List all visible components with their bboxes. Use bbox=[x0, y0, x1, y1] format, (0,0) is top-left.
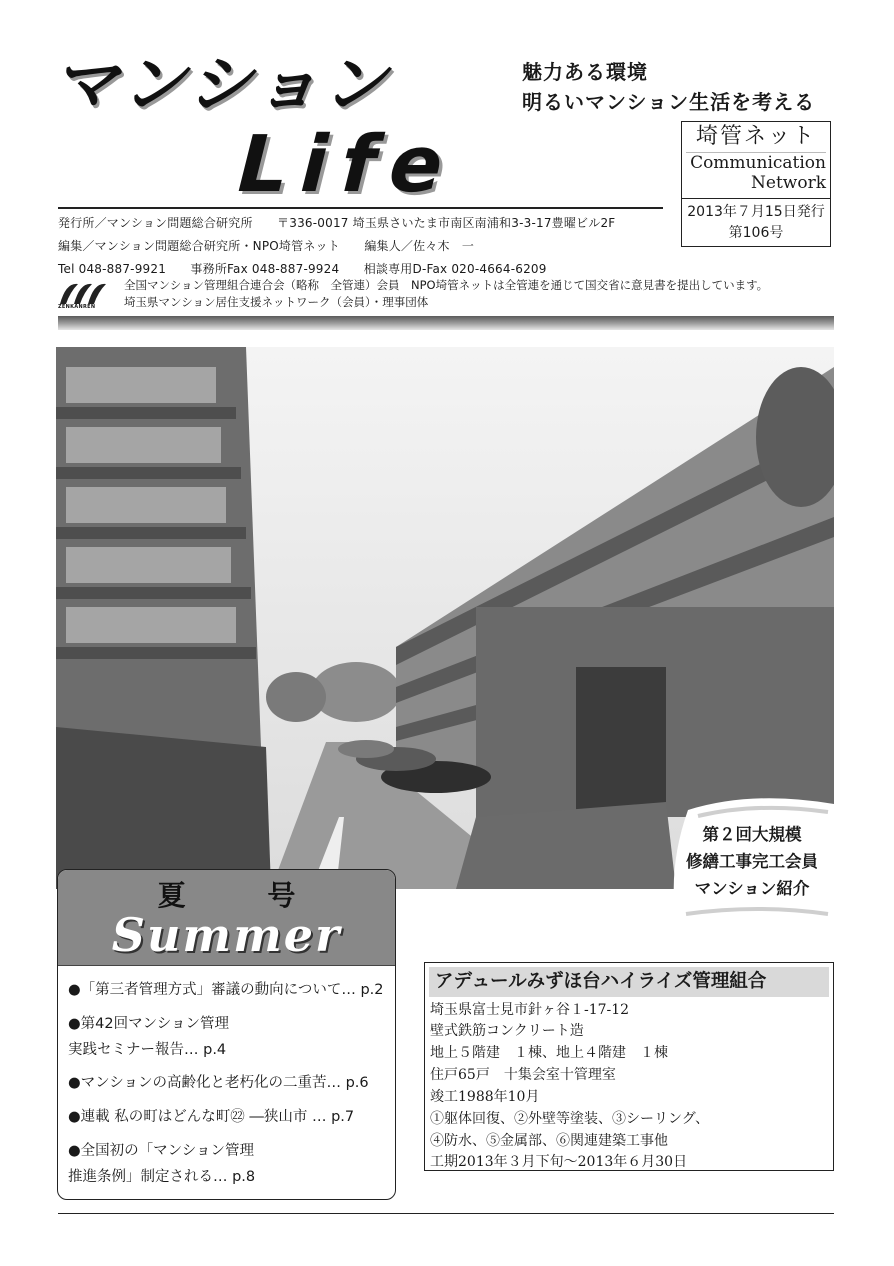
toc-item-2-cont: 実践セミナー報告… p.4 bbox=[68, 1042, 227, 1058]
caption-line-2: 修繕工事完工会員 bbox=[686, 852, 818, 871]
zenkanren-line-1: 全国マンション管理組合連合会（略称 全管連）会員 NPO埼管ネットは全管連を通じて国交省に意見書を提出しています。 bbox=[124, 278, 769, 292]
property-line: 壁式鉄筋コンクリート造 bbox=[430, 1023, 584, 1039]
property-box bbox=[424, 962, 834, 1171]
org-name-box bbox=[681, 121, 831, 199]
tagline-1: 魅力ある環境 bbox=[522, 60, 648, 84]
issue-date: 2013年７月15日発行 bbox=[687, 204, 825, 220]
masthead-title-jp: マンション bbox=[48, 46, 405, 123]
zenkanren-logo bbox=[58, 278, 116, 314]
season-title-jp: 夏 号 bbox=[157, 879, 332, 912]
contents-box bbox=[57, 869, 396, 1200]
season-title-en: Summer bbox=[111, 908, 342, 962]
publisher-line-2: 編集／マンション問題総合研究所・NPO埼管ネット 編集人／佐々木 一 bbox=[58, 239, 475, 253]
zenkanren-logo-text: ZENKANREN bbox=[58, 304, 96, 310]
masthead-rule bbox=[58, 207, 663, 209]
caption-line-1: 第２回大規模 bbox=[702, 825, 802, 844]
issue-box bbox=[681, 199, 831, 247]
property-line: ④防水、⑤金属部、⑥関連建築工事他 bbox=[430, 1133, 668, 1149]
caption-line-3: マンション紹介 bbox=[694, 879, 810, 898]
zenkanren-line-2: 埼玉県マンション居住支援ネットワーク（会員）・理事団体 bbox=[124, 295, 429, 309]
season-header bbox=[58, 870, 395, 966]
property-line: ①躯体回復、②外壁等塗装、③シーリング、 bbox=[430, 1111, 710, 1127]
org-name-en-1: Communication bbox=[690, 153, 826, 173]
property-title: アデュールみずほ台ハイライズ管理組合 bbox=[429, 967, 829, 997]
tagline-2: 明るいマンション生活を考える bbox=[522, 90, 816, 114]
org-name-en-2: Network bbox=[751, 173, 826, 193]
toc-item-5-cont: 推進条例」制定される… p.8 bbox=[68, 1169, 256, 1185]
property-line: 埼玉県富士見市針ヶ谷１-17-12 bbox=[430, 1002, 630, 1018]
header-band bbox=[58, 316, 834, 330]
toc-item-2: ●第42回マンション管理 bbox=[68, 1016, 229, 1032]
toc-item-5: ●全国初の「マンション管理 bbox=[68, 1143, 254, 1159]
publisher-line-1: 発行所／マンション問題総合研究所 〒336-0017 埼玉県さいたま市南区南浦和3-3-17豊曜ビル2F bbox=[58, 216, 616, 230]
issue-number: 第106号 bbox=[728, 225, 784, 241]
publisher-line-3: Tel 048-887-9921 事務所Fax 048-887-9924 相談専用D-Fax 020-4664-6209 bbox=[58, 262, 547, 276]
property-line: 工期2013年３月下旬～2013年６月30日 bbox=[430, 1154, 688, 1170]
org-name-ja: 埼管ネット bbox=[686, 122, 826, 153]
masthead-title-en: Life bbox=[226, 120, 469, 210]
property-line: 竣工1988年10月 bbox=[430, 1089, 540, 1105]
toc-item-4: ●連載 私の町はどんな町㉒ ―狭山市 … p.7 bbox=[68, 1109, 355, 1125]
photo-caption bbox=[668, 796, 836, 924]
footer-rule bbox=[58, 1213, 834, 1214]
property-line: 住戸65戸 十集会室十管理室 bbox=[430, 1067, 616, 1083]
toc-item-1: ●「第三者管理方式」審議の動向について… p.2 bbox=[68, 982, 384, 998]
toc-item-3: ●マンションの高齢化と老朽化の二重苦… p.6 bbox=[68, 1075, 369, 1091]
property-line: 地上５階建 １棟、地上４階建 １棟 bbox=[430, 1045, 668, 1061]
